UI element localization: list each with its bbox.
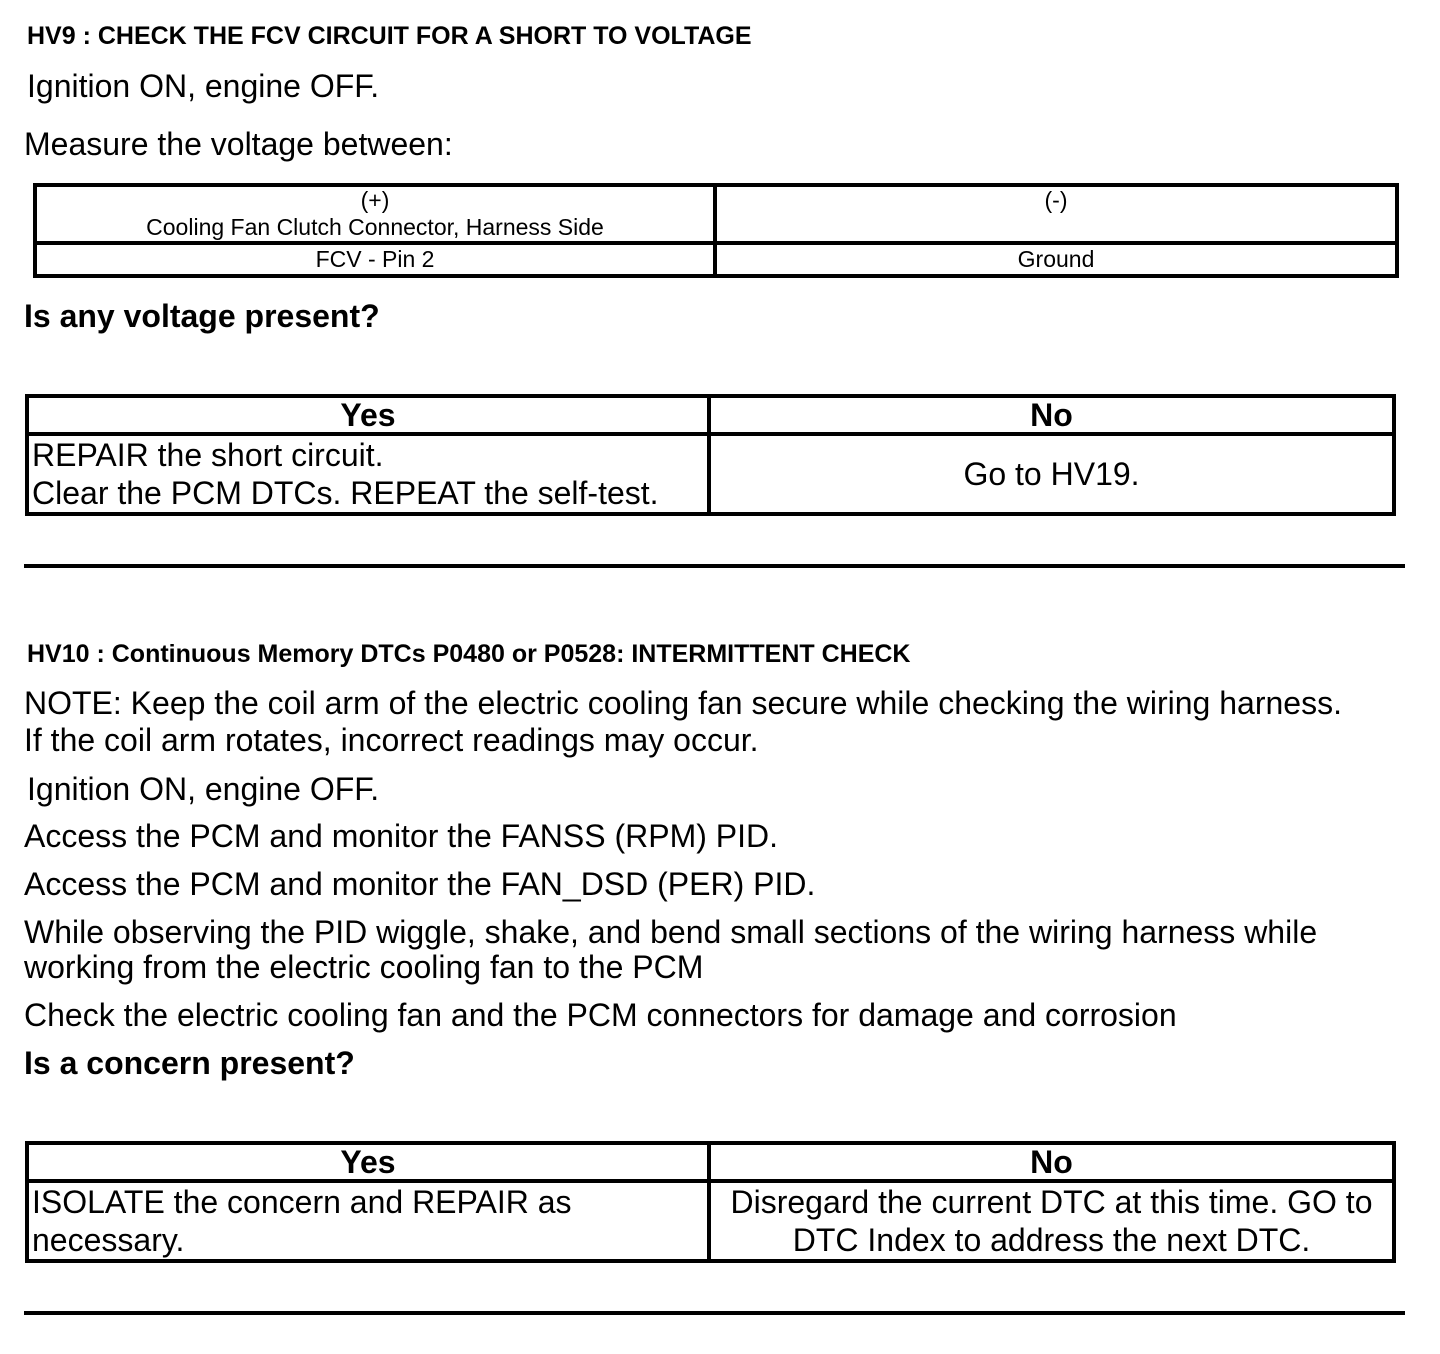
measure-voltage-table bbox=[33, 183, 1399, 278]
measure-plus-header-cell bbox=[35, 185, 715, 243]
hv10-no-header: No bbox=[709, 1143, 1394, 1181]
hv10-yes-action bbox=[27, 1181, 709, 1261]
hv10-step-wiggle bbox=[24, 914, 1317, 986]
hv10-no-action bbox=[709, 1181, 1394, 1261]
measure-minus-symbol: (-) bbox=[1044, 187, 1068, 213]
hv9-no-action: Go to HV19. bbox=[709, 434, 1394, 514]
hv9-yes-header: Yes bbox=[27, 396, 709, 434]
hv9-no-header: No bbox=[709, 396, 1394, 434]
hv10-result-header-row bbox=[27, 1143, 1394, 1181]
hv10-step-fan-dsd: Access the PCM and monitor the FAN_DSD (PER) PID. bbox=[24, 866, 816, 902]
hv10-no-line1: Disregard the current DTC at this time. GO to bbox=[730, 1184, 1373, 1220]
hv10-step-wiggle-line1: While observing the PID wiggle, shake, and bend small sections of the wiring harness while bbox=[24, 914, 1318, 950]
measure-plus-value: FCV - Pin 2 bbox=[35, 243, 715, 276]
hv10-step-ignition: Ignition ON, engine OFF. bbox=[27, 771, 380, 807]
measure-plus-symbol: (+) bbox=[360, 187, 390, 213]
hv9-yes-line1: REPAIR the short circuit. bbox=[32, 437, 384, 473]
hv10-no-line2: DTC Index to address the next DTC. bbox=[792, 1222, 1311, 1258]
measure-minus-value: Ground bbox=[715, 243, 1397, 276]
section-divider bbox=[24, 564, 1405, 568]
hv10-note-line2: If the coil arm rotates, incorrect readings may occur. bbox=[24, 722, 759, 758]
hv10-heading: HV10 : Continuous Memory DTCs P0480 or P0528: INTERMITTENT CHECK bbox=[27, 640, 911, 668]
measure-minus-header-cell bbox=[715, 185, 1397, 243]
hv9-result-row bbox=[27, 434, 1394, 514]
hv9-step-measure: Measure the voltage between: bbox=[24, 126, 453, 162]
hv10-note-line1: NOTE: Keep the coil arm of the electric cooling fan secure while checking the wiring harness. bbox=[24, 685, 1342, 721]
hv9-result-table bbox=[25, 394, 1396, 516]
hv10-yes-line1: ISOLATE the concern and REPAIR as bbox=[32, 1184, 572, 1220]
hv9-result-header-row bbox=[27, 396, 1394, 434]
hv10-yes-header: Yes bbox=[27, 1143, 709, 1181]
hv10-step-fanss: Access the PCM and monitor the FANSS (RPM) PID. bbox=[24, 818, 779, 854]
measure-table-value-row bbox=[35, 243, 1397, 276]
hv10-result-table bbox=[25, 1141, 1396, 1263]
hv10-note bbox=[24, 685, 1342, 759]
measure-table-header-row bbox=[35, 185, 1397, 243]
hv9-step-ignition: Ignition ON, engine OFF. bbox=[27, 68, 380, 104]
hv9-question: Is any voltage present? bbox=[24, 298, 380, 334]
hv9-heading: HV9 : CHECK THE FCV CIRCUIT FOR A SHORT TO VOLTAGE bbox=[27, 22, 752, 50]
bottom-divider bbox=[24, 1311, 1405, 1315]
hv10-step-wiggle-line2: working from the electric cooling fan to the PCM bbox=[24, 949, 704, 985]
hv10-step-check-connectors: Check the electric cooling fan and the PCM connectors for damage and corrosion bbox=[24, 997, 1177, 1033]
measure-plus-label: Cooling Fan Clutch Connector, Harness Side bbox=[146, 214, 604, 240]
hv10-yes-line2: necessary. bbox=[32, 1222, 185, 1258]
hv10-result-row bbox=[27, 1181, 1394, 1261]
hv9-yes-action bbox=[27, 434, 709, 514]
hv9-yes-line2: Clear the PCM DTCs. REPEAT the self-test. bbox=[32, 475, 659, 511]
hv10-question: Is a concern present? bbox=[24, 1045, 355, 1081]
